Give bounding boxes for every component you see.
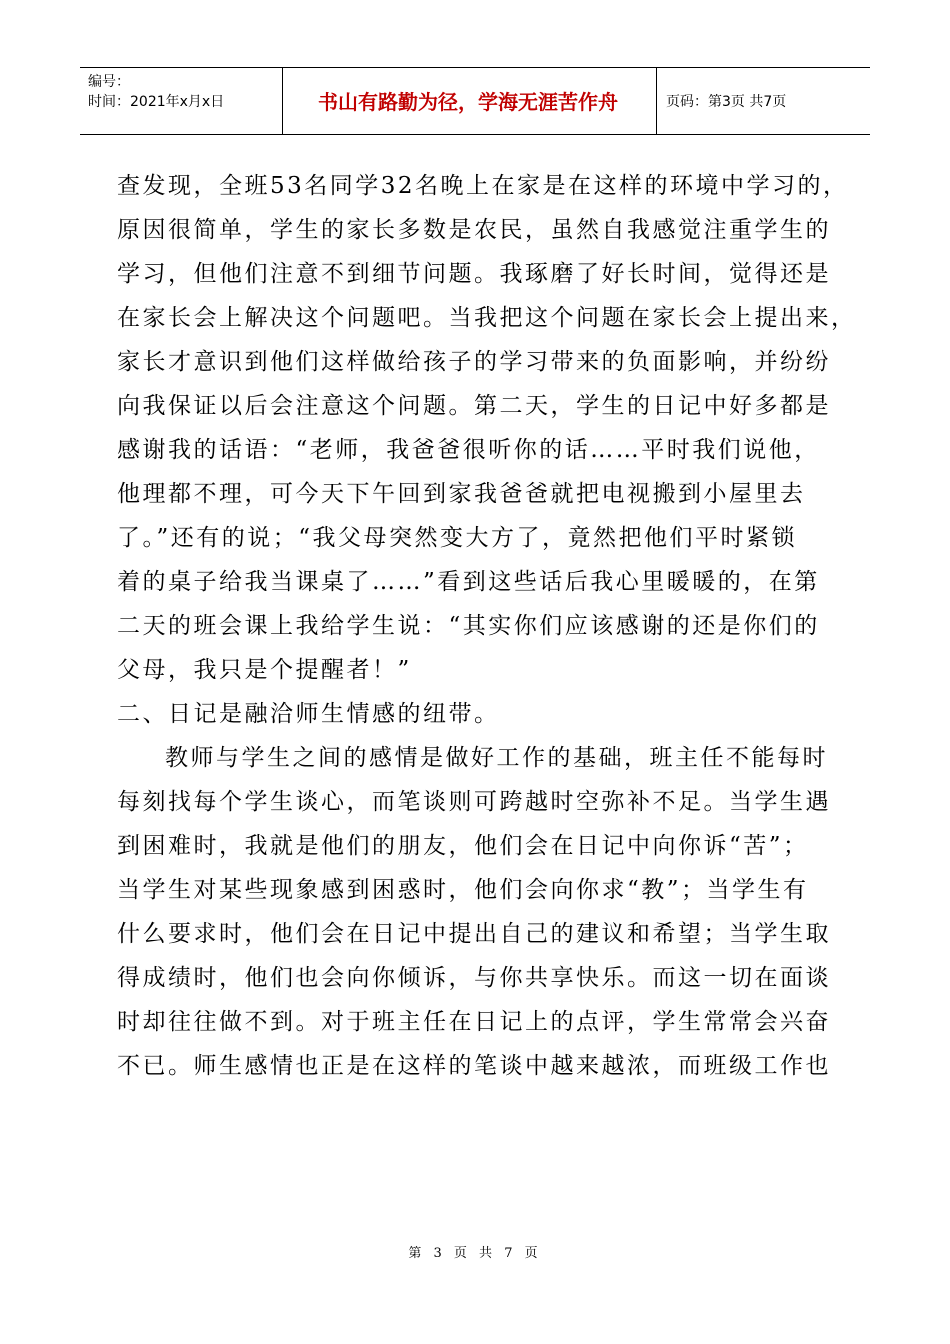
body-line: 时却往往做不到。对于班主任在日记上的点评，学生常常会兴奋 — [117, 1009, 831, 1035]
header-meta — [88, 72, 284, 112]
body-line: 学习，但他们注意不到细节问题。我琢磨了好长时间，觉得还是 — [117, 261, 831, 287]
body-line: 什么要求时，他们会在日记中提出自己的建议和希望；当学生取 — [117, 921, 831, 947]
body-line: 教师与学生之间的感情是做好工作的基础，班主任不能每时 — [165, 745, 828, 771]
body-line: 二天的班会课上我给学生说：“其实你们应该感谢的还是你们的 — [117, 613, 820, 639]
document-body — [117, 164, 857, 1088]
body-line: 在家长会上解决这个问题吧。当我把这个问题在家长会上提出来， — [117, 305, 857, 331]
number-label: 编号： — [88, 74, 130, 90]
body-line: 原因很简单，学生的家长多数是农民，虽然自我感觉注重学生的 — [117, 217, 831, 243]
body-line: 父母，我只是个提醒者！” — [117, 657, 412, 683]
section-heading: 二、日记是融洽师生情感的纽带。 — [117, 701, 500, 727]
body-line: 他理都不理，可今天下午回到家我爸爸就把电视搬到小屋里去 — [117, 481, 806, 507]
body-line: 感谢我的话语：“老师，我爸爸很听你的话……平时我们说他， — [117, 437, 820, 463]
body-line: 得成绩时，他们也会向你倾诉，与你共享快乐。而这一切在面谈 — [117, 965, 831, 991]
header-divider-right — [656, 68, 657, 134]
body-line: 向我保证以后会注意这个问题。第二天，学生的日记中好多都是 — [117, 393, 831, 419]
body-line: 了。”还有的说；“我父母突然变大方了，竟然把他们平时紧锁 — [117, 525, 798, 551]
header-page-info: 页码：第3页 共7页 — [666, 94, 787, 110]
body-line: 着的桌子给我当课桌了……”看到这些话后我心里暖暖的，在第 — [117, 569, 820, 595]
body-line: 查发现，全班53名同学32名晚上在家是在这样的环境中学习的， — [117, 173, 849, 199]
time-label: 时间：2021年x月x日 — [88, 94, 225, 110]
body-line: 不已。师生感情也正是在这样的笔谈中越来越浓，而班级工作也 — [117, 1053, 831, 1079]
body-line: 当学生对某些现象感到困惑时，他们会向你求“教”；当学生有 — [117, 877, 809, 903]
body-line: 每刻找每个学生谈心，而笔谈则可跨越时空弥补不足。当学生遇 — [117, 789, 831, 815]
page-header — [80, 67, 870, 135]
page-footer: 第 3 页 共 7 页 — [408, 1246, 542, 1261]
body-line: 到困难时，我就是他们的朋友，他们会在日记中向你诉“苦”； — [117, 833, 809, 859]
header-motto: 书山有路勤为径，学海无涯苦作舟 — [318, 90, 618, 114]
body-line: 家长才意识到他们这样做给孩子的学习带来的负面影响，并纷纷 — [117, 349, 831, 375]
